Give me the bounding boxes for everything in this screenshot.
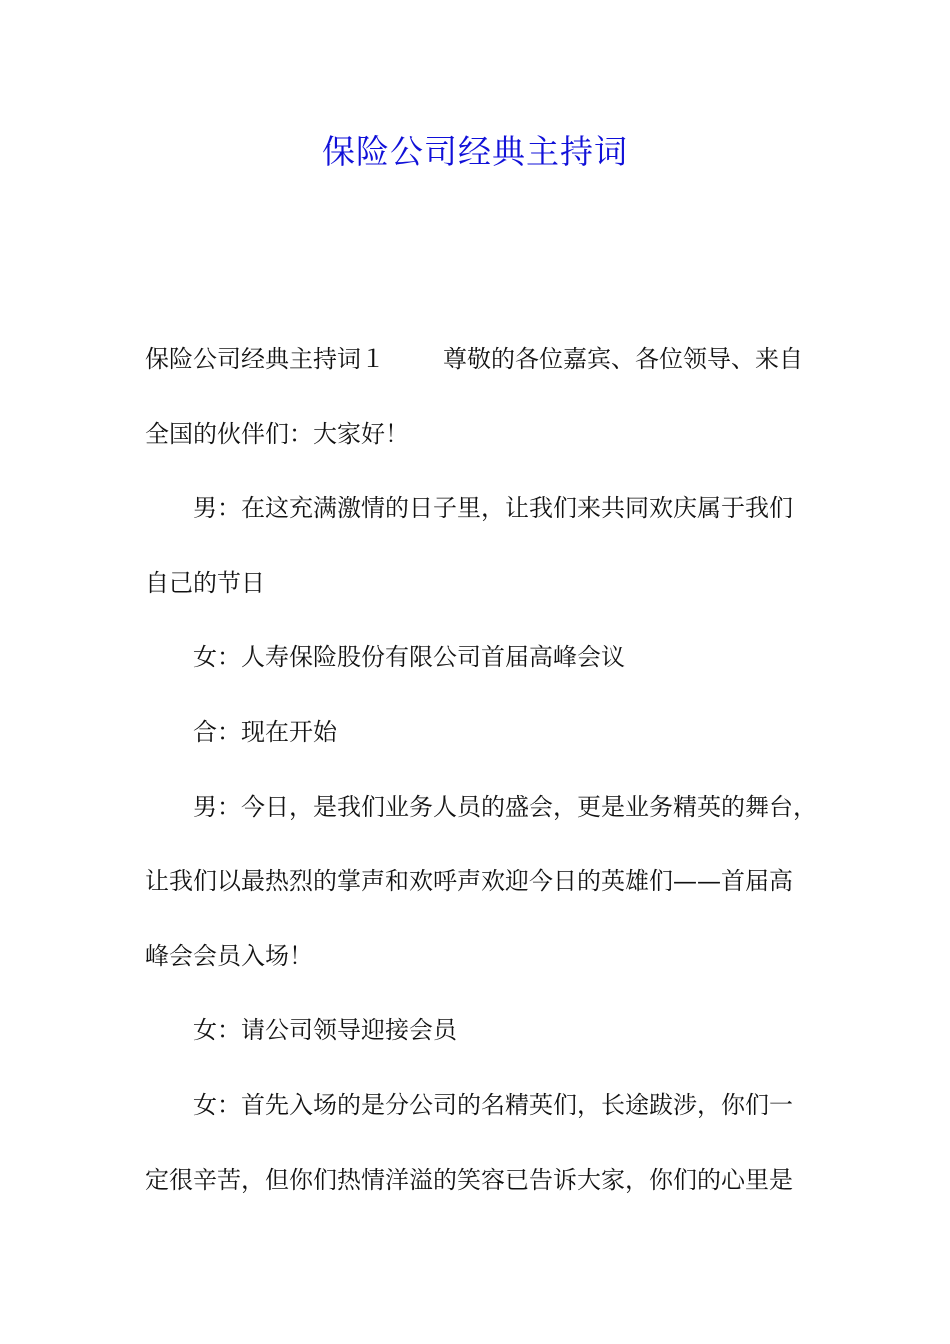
paragraph-line: 男：今日，是我们业务人员的盛会，更是业务精英的舞台， — [193, 792, 817, 821]
paragraph-line: 峰会会员入场！ — [145, 941, 313, 970]
paragraph-line: 女：人寿保险股份有限公司首届高峰会议 — [193, 643, 625, 672]
paragraph-text: 尊敬的各位嘉宾、各位领导、来自 — [443, 345, 803, 373]
paragraph-line: 自己的节日 — [145, 568, 265, 597]
document-body — [145, 334, 817, 1229]
heading-inline: 保险公司经典主持词１ — [145, 345, 385, 373]
paragraph-line: 合：现在开始 — [193, 717, 337, 746]
paragraph-line: 女：首先入场的是分公司的名精英们，长途跋涉，你们一 — [193, 1090, 793, 1119]
paragraph-line — [145, 334, 817, 409]
document-title: 保险公司经典主持词 — [322, 132, 628, 171]
paragraph-line: 定很辛苦，但你们热情洋溢的笑容已告诉大家，你们的心里是 — [145, 1165, 793, 1194]
paragraph-line: 让我们以最热烈的掌声和欢呼声欢迎今日的英雄们——首届高 — [145, 867, 793, 896]
paragraph-line: 男：在这充满激情的日子里，让我们来共同欢庆属于我们 — [193, 494, 793, 523]
paragraph-line: 全国的伙伴们：大家好！ — [145, 419, 409, 448]
paragraph-line: 女：请公司领导迎接会员 — [193, 1016, 457, 1045]
